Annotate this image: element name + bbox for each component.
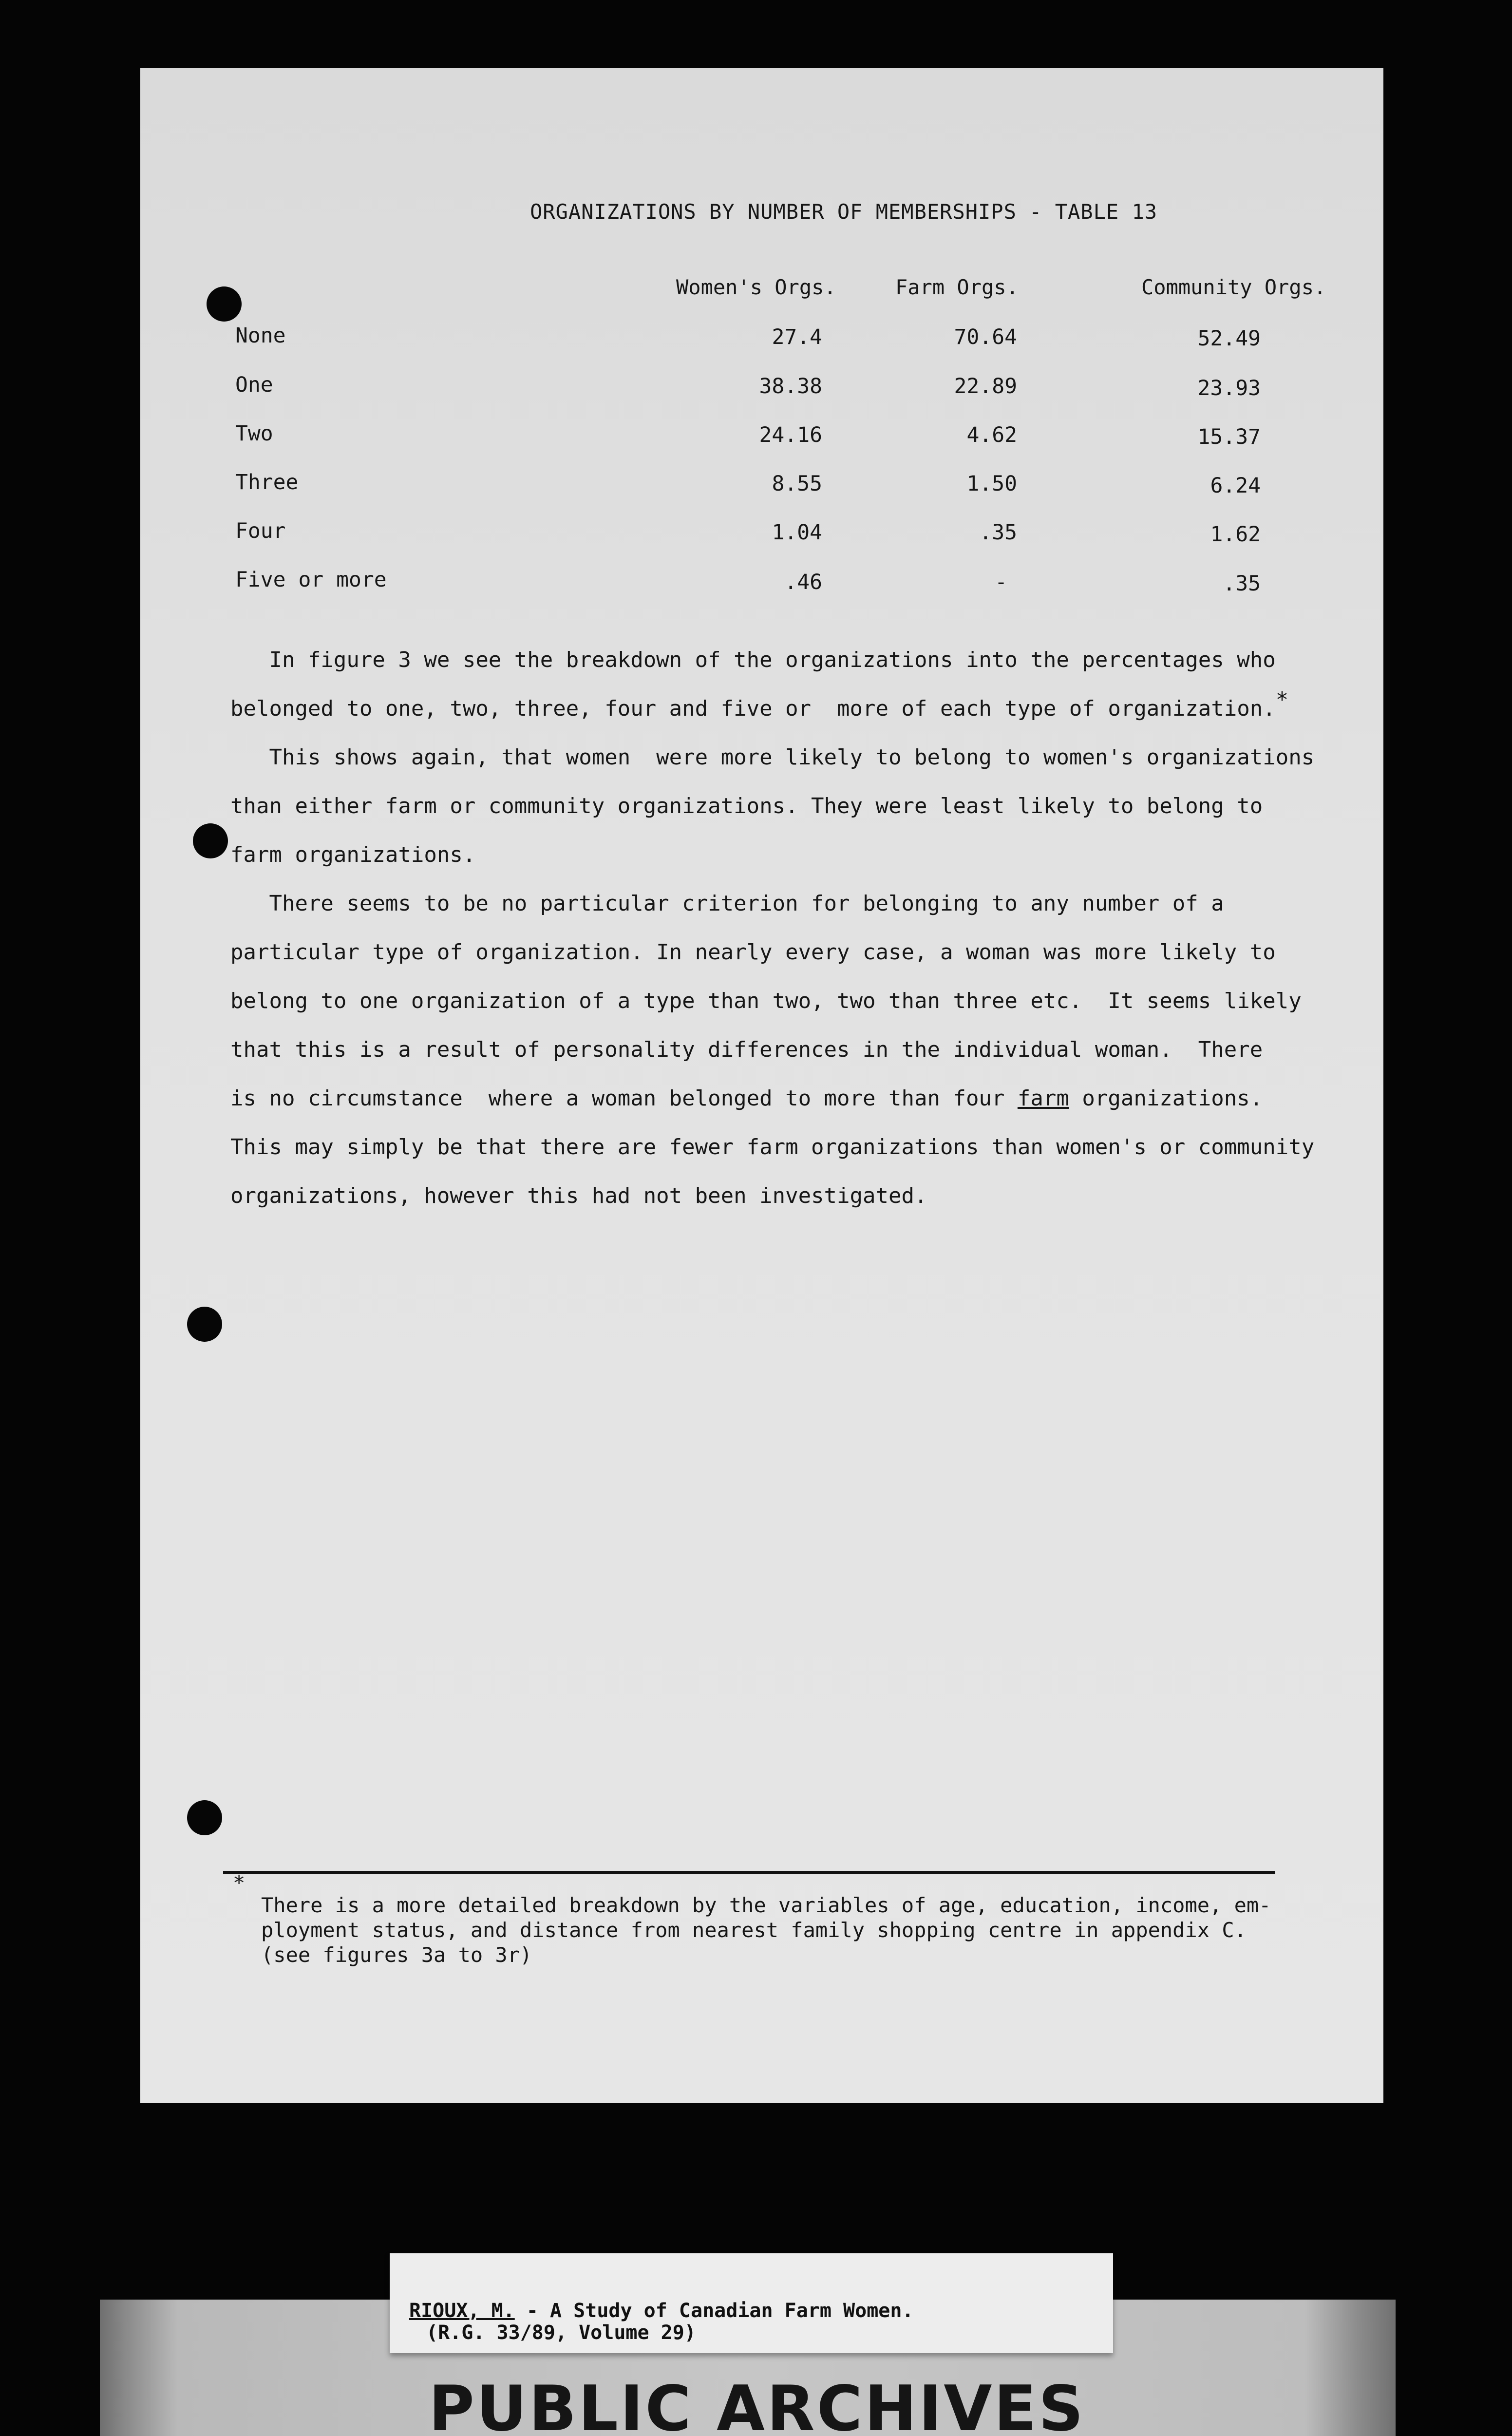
- row-label: Two: [235, 421, 273, 446]
- underlined-word: farm: [1017, 1086, 1069, 1111]
- footnote-mark: *: [233, 1871, 246, 1895]
- paragraph-line: than either farm or community organizations. They were least likely to belong to: [230, 794, 1263, 818]
- label-reference: (R.G. 33/89, Volume 29): [426, 2322, 696, 2344]
- cell-community: .35: [1223, 571, 1261, 596]
- footnote-text: [261, 1893, 1357, 1967]
- label-citation: [409, 2300, 914, 2322]
- cell-community: 23.93: [1197, 376, 1261, 400]
- punch-hole-4: [187, 1800, 222, 1835]
- paragraph-line: [230, 685, 1365, 733]
- cell-womens: 8.55: [772, 472, 822, 496]
- footnote-line: There is a more detailed breakdown by the variables of age, education, income, em-: [261, 1893, 1271, 1917]
- paragraph-text: belonged to one, two, three, four and five or more of each type of organization.: [230, 696, 1276, 721]
- paragraph-line: organizations, however this had not been investigated.: [230, 1183, 927, 1208]
- row-label: None: [235, 324, 286, 348]
- cell-farm: 4.62: [966, 423, 1017, 447]
- table-title: ORGANIZATIONS BY NUMBER OF MEMBERSHIPS - TABLE 13: [530, 200, 1158, 224]
- column-header-womens: Women's Orgs.: [676, 275, 836, 299]
- paragraph-text: organizations.: [1069, 1086, 1263, 1111]
- paragraph-line: particular type of organization. In nearly every case, a woman was more likely to: [230, 940, 1276, 965]
- paragraph-line: This may simply be that there are fewer farm organizations than women's or community: [230, 1135, 1315, 1160]
- column-header-community: Community Orgs.: [1141, 275, 1326, 299]
- paragraph-text: is no circumstance where a woman belonged to more than four: [230, 1086, 1018, 1111]
- row-label: Five or more: [235, 568, 387, 592]
- reference-label-slip: [390, 2253, 1113, 2353]
- cell-farm: 70.64: [954, 325, 1017, 349]
- cell-farm: -: [995, 570, 1007, 594]
- paragraph-line: [230, 1074, 1365, 1123]
- paragraph-line: farm organizations.: [230, 842, 476, 867]
- cell-womens: 27.4: [772, 325, 822, 349]
- paragraph-line: This shows again, that women were more likely to belong to women's organizations: [230, 745, 1315, 770]
- cell-community: 1.62: [1210, 522, 1261, 547]
- archive-name-english: PUBLIC ARCHIVES: [429, 2373, 1085, 2436]
- cell-farm: 1.50: [966, 472, 1017, 496]
- cell-community: 52.49: [1197, 326, 1261, 351]
- footnote-reference-mark: *: [1275, 687, 1289, 712]
- paragraph-line: In figure 3 we see the breakdown of the organizations into the percentages who: [230, 647, 1276, 672]
- column-header-farm: Farm Orgs.: [895, 275, 1019, 299]
- punch-hole-2: [193, 823, 228, 858]
- punch-hole-3: [187, 1307, 222, 1342]
- cell-community: 15.37: [1197, 425, 1261, 449]
- footnote-line: ployment status, and distance from nearest family shopping centre in appendix C.: [261, 1918, 1247, 1942]
- cell-womens: 1.04: [772, 520, 822, 545]
- paragraph-line: that this is a result of personality differences in the individual woman. There: [230, 1037, 1263, 1062]
- row-label: One: [235, 373, 273, 397]
- document-page: [140, 68, 1383, 2103]
- footnote-divider: [223, 1871, 1275, 1874]
- paragraph-line: belong to one organization of a type than two, two than three etc. It seems likely: [230, 989, 1302, 1013]
- cell-community: 6.24: [1210, 474, 1261, 498]
- cell-farm: .35: [979, 520, 1017, 545]
- punch-hole-1: [207, 286, 242, 322]
- row-label: Four: [235, 519, 286, 543]
- row-label: Three: [235, 470, 299, 495]
- label-author: RIOUX, M.: [409, 2300, 515, 2322]
- cell-womens: 38.38: [759, 374, 822, 399]
- cell-farm: 22.89: [954, 374, 1017, 399]
- paragraph-line: There seems to be no particular criterion for belonging to any number of a: [230, 891, 1224, 916]
- footnote-line: (see figures 3a to 3r): [261, 1943, 532, 1967]
- label-title: - A Study of Canadian Farm Women.: [514, 2300, 914, 2322]
- cell-womens: 24.16: [759, 423, 822, 447]
- cell-womens: .46: [784, 570, 822, 594]
